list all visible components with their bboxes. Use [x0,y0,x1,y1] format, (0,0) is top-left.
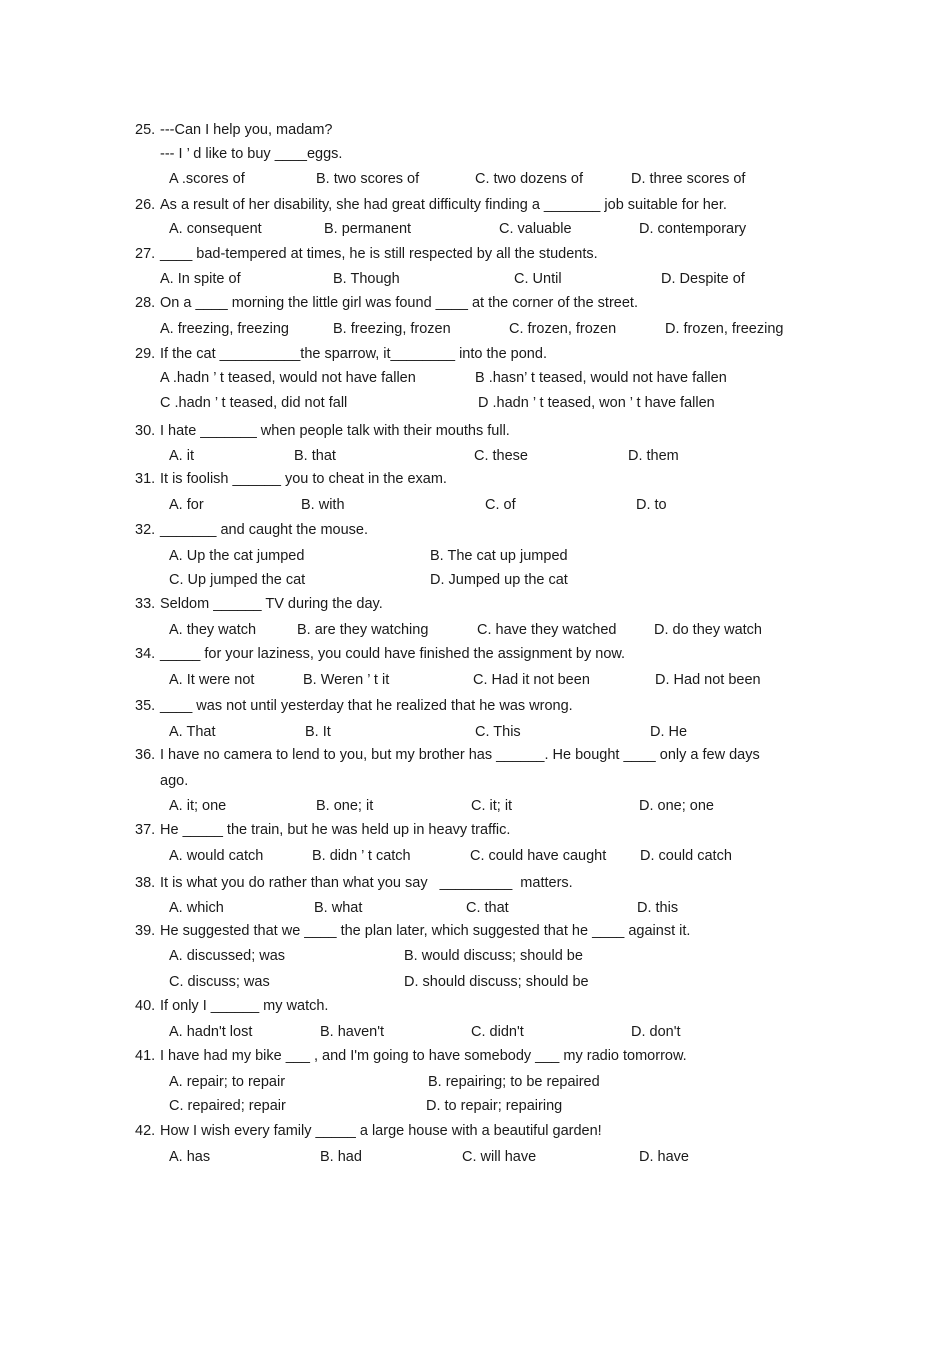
question-number: 41. [135,1048,156,1064]
option-a: A. it; one [169,798,227,814]
question-stem: ____ was not until yesterday that he realized that he was wrong. [160,698,573,714]
option-c: C. Had it not been [473,672,590,688]
question-stem: He _____ the train, but he was held up in heavy traffic. [160,822,511,838]
option-c: C. didn't [471,1024,524,1040]
option-d: D. Had not been [655,672,761,688]
option-c: C. two dozens of [475,171,583,187]
option-d: D. Jumped up the cat [430,572,568,588]
question-number: 34. [135,646,156,662]
option-d: D. He [650,724,688,740]
question-number: 27. [135,246,156,262]
option-d: D. do they watch [654,622,762,638]
question-number: 30. [135,423,156,439]
option-d: D. one; one [639,798,714,814]
option-a: A. Up the cat jumped [169,548,305,564]
option-a: A. which [169,900,224,916]
option-c: C. This [475,724,521,740]
question-stem: I have had my bike ___ , and I'm going to have somebody ___ my radio tomorrow. [160,1048,687,1064]
option-b: B. would discuss; should be [404,948,583,964]
option-b: B. repairing; to be repaired [428,1074,600,1090]
option-d: D. three scores of [631,171,746,187]
question-stem: Seldom ______ TV during the day. [160,596,383,612]
option-b: B. two scores of [316,171,420,187]
option-d: D. contemporary [639,221,747,237]
option-a: A. has [169,1149,211,1165]
option-d: D. Despite of [661,271,745,287]
question-number: 36. [135,747,156,763]
question-stem: If only I ______ my watch. [160,998,329,1014]
question-number: 33. [135,596,156,612]
question-stem: It is foolish ______ you to cheat in the exam. [160,471,447,487]
option-c: C. Until [514,271,562,287]
question-stem: He suggested that we ____ the plan later, which suggested that he ____ against it. [160,923,691,939]
option-a: A. freezing, freezing [160,321,289,337]
question-stem: --- I ’ d like to buy ____eggs. [160,146,343,162]
option-c: C. discuss; was [169,974,270,990]
option-c: C. these [474,448,528,464]
option-c: C. will have [462,1149,537,1165]
option-c: C. of [485,497,516,513]
option-a: A .hadn ’ t teased, would not have fallen [160,370,416,386]
question-stem: On a ____ morning the little girl was found ____ at the corner of the street. [160,295,638,311]
question-number: 26. [135,197,156,213]
question-number: 35. [135,698,156,714]
question-number: 39. [135,923,156,939]
option-a: A. In spite of [160,271,241,287]
option-a: A. it [169,448,194,464]
option-d: D. don't [631,1024,681,1040]
option-b: B. that [294,448,336,464]
question-number: 32. [135,522,156,538]
question-number: 28. [135,295,156,311]
option-c: C. that [466,900,509,916]
question-stem: ____ bad-tempered at times, he is still respected by all the students. [160,246,598,262]
option-c: C. it; it [471,798,513,814]
option-a: A .scores of [169,171,245,187]
option-b: B. are they watching [297,622,429,638]
option-a: A. repair; to repair [169,1074,286,1090]
option-c: C .hadn ’ t teased, did not fall [160,395,348,411]
option-c: C. valuable [499,221,572,237]
question-number: 40. [135,998,156,1014]
option-d: D. to repair; repairing [426,1098,563,1114]
question-number: 37. [135,822,156,838]
question-stem: If the cat __________the sparrow, it________ into the pond. [160,346,547,362]
question-stem: I have no camera to lend to you, but my brother has ______. He bought ____ only a few days [160,747,760,763]
question-number: 31. [135,471,156,487]
question-stem: I hate _______ when people talk with their mouths full. [160,423,510,439]
option-d: D. should discuss; should be [404,974,589,990]
option-a: A. hadn't lost [169,1024,253,1040]
question-number: 38. [135,875,156,891]
question-number: 29. [135,346,156,362]
question-stem: _______ and caught the mouse. [160,522,368,538]
option-b: B. Weren ’ t it [303,672,390,688]
question-number: 25. [135,122,156,138]
option-d: D. this [637,900,679,916]
option-b: B. It [305,724,331,740]
question-stem: _____ for your laziness, you could have finished the assignment by now. [160,646,626,662]
option-a: A. That [169,724,216,740]
option-d: D. to [636,497,667,513]
option-a: A. It were not [169,672,255,688]
question-stem: As a result of her disability, she had great difficulty finding a _______ job suitable for her. [160,197,727,213]
option-b: B .hasn’ t teased, would not have fallen [475,370,727,386]
option-c: C. Up jumped the cat [169,572,306,588]
option-c: C. have they watched [477,622,617,638]
option-b: B. what [314,900,363,916]
option-b: B. The cat up jumped [430,548,568,564]
question-number: 42. [135,1123,156,1139]
option-b: B. haven't [320,1024,385,1040]
option-b: B. Though [333,271,400,287]
option-d: D .hadn ’ t teased, won ’ t have fallen [478,395,715,411]
option-b: B. didn ’ t catch [312,848,411,864]
question-stem: How I wish every family _____ a large house with a beautiful garden! [160,1123,602,1139]
option-b: B. freezing, frozen [333,321,451,337]
option-c: C. could have caught [470,848,607,864]
question-stem: It is what you do rather than what you say _________ matters. [160,875,573,891]
option-d: D. have [639,1149,689,1165]
option-b: B. had [320,1149,362,1165]
option-b: B. one; it [316,798,374,814]
option-c: C. frozen, frozen [509,321,617,337]
option-c: C. repaired; repair [169,1098,286,1114]
option-a: A. for [169,497,204,513]
option-b: B. with [301,497,345,513]
option-a: A. discussed; was [169,948,286,964]
option-b: B. permanent [324,221,412,237]
option-d: D. them [628,448,679,464]
option-a: A. consequent [169,221,262,237]
question-stem: ago. [160,773,189,789]
question-stem: ---Can I help you, madam? [160,122,333,138]
option-a: A. they watch [169,622,257,638]
option-d: D. could catch [640,848,732,864]
option-d: D. frozen, freezing [665,321,784,337]
option-a: A. would catch [169,848,264,864]
